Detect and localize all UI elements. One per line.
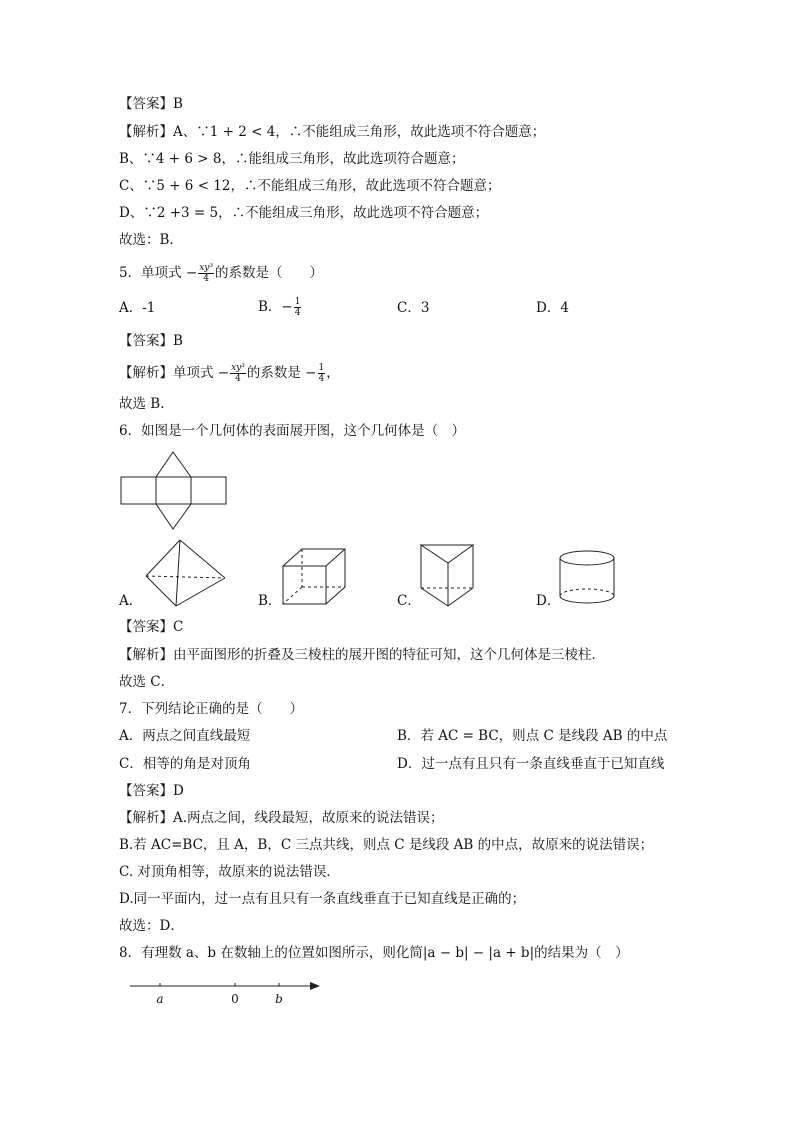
- q4-analysis-a: 【解析】A、∵1 + 2 < 4，∴不能组成三角形，故此选项不符合题意；: [119, 124, 546, 140]
- axis-label-b: b: [275, 992, 283, 1006]
- q5-option-b-num: 1: [294, 297, 301, 307]
- q5-analysis: [119, 363, 340, 384]
- q5-analysis-result-fraction: [318, 363, 326, 384]
- q7-option-d: D．过一点有且只有一条直线垂直于已知直线: [397, 756, 665, 772]
- q5-analysis-mid: 的系数是 −: [246, 365, 317, 381]
- number-line: [130, 982, 320, 1006]
- q5-frac-num: xy³: [199, 263, 213, 273]
- q5-answer: 【答案】B: [119, 333, 183, 349]
- q4-analysis-c: C、∵5 + 6 < 12，∴不能组成三角形，故此选项不符合题意；: [119, 178, 501, 194]
- q7-conclusion: 故选：D．: [119, 918, 184, 934]
- q7-stem: 7．下列结论正确的是（ ）: [119, 701, 304, 717]
- q5-analysis-end: ，: [326, 365, 340, 381]
- q6-analysis: 【解析】由平面图形的折叠及三棱柱的展开图的特征可知，这个几何体是三棱柱．: [119, 647, 605, 663]
- q5-option-b-label: B．−: [258, 299, 293, 315]
- net-rectangle-strip: [121, 477, 226, 504]
- q4-conclusion: 故选：B．: [119, 232, 183, 248]
- q6-conclusion: 故选 C．: [119, 674, 175, 690]
- q6-stem: 6．如图是一个几何体的表面展开图，这个几何体是（ ）: [119, 423, 466, 439]
- q5-analysis-frac-den: 4: [235, 374, 241, 384]
- option-c-triangular-prism: [421, 545, 473, 606]
- q7-option-c: C．相等的角是对顶角: [119, 756, 251, 772]
- q5-frac-den: 4: [203, 274, 209, 284]
- q7-analysis-a: 【解析】A.两点之间，线段最短，故原来的说法错误；: [119, 810, 444, 826]
- q6-option-c: C．: [397, 593, 421, 609]
- axis-label-a: a: [156, 992, 164, 1006]
- q7-answer: 【答案】D: [119, 783, 184, 799]
- q5-option-b-fraction: [294, 297, 302, 318]
- q5-option-a: A．-1: [119, 300, 156, 316]
- net-top-triangle: [156, 452, 191, 477]
- q6-option-d: D．: [536, 593, 561, 609]
- axis-label-zero: 0: [231, 992, 239, 1006]
- option-a-pyramid: [146, 540, 225, 606]
- q7-option-b: B．若 AC = BC，则点 C 是线段 AB 的中点: [397, 728, 668, 744]
- q7-option-a: A．两点之间直线最短: [119, 728, 251, 744]
- q4-analysis-b: B、∵4 + 6 > 8，∴能组成三角形，故此选项符合题意；: [119, 151, 465, 167]
- q5-option-b-den: 4: [294, 308, 301, 318]
- q5-option-d: D．4: [536, 300, 569, 316]
- q5-analysis-prefix: 【解析】单项式 −: [119, 365, 230, 381]
- q5-stem-prefix: 5．单项式 −: [119, 265, 198, 281]
- q4-answer: 【答案】B: [119, 96, 183, 112]
- q5-analysis-frac-num: xy³: [231, 363, 245, 373]
- q5-stem-fraction: [198, 263, 214, 284]
- q5-option-b: [258, 297, 302, 318]
- option-d-cylinder: [560, 551, 614, 603]
- q7-analysis-c: C. 对顶角相等，故原来的说法错误．: [119, 864, 340, 880]
- q6-option-b: B．: [258, 593, 282, 609]
- q5-stem-suffix: 的系数是（ ）: [214, 265, 323, 281]
- q5-analysis-result-num: 1: [318, 363, 325, 373]
- q6-option-a: A．: [119, 593, 143, 609]
- q6-answer: 【答案】C: [119, 619, 184, 635]
- q5-option-c: C．3: [397, 300, 430, 316]
- q5-analysis-result-den: 4: [318, 374, 325, 384]
- q7-analysis-d: D.同一平面内，过一点有且只有一条直线垂直于已知直线是正确的；: [119, 891, 526, 907]
- q7-analysis-b: B.若 AC=BC，且 A，B，C 三点共线，则点 C 是线段 AB 的中点，故原来的说法错误；: [119, 837, 654, 853]
- q8-stem: 8．有理数 a、b 在数轴上的位置如图所示，则化简|a − b| − |a + b|的结果为（ ）: [119, 945, 629, 961]
- q4-analysis-d: D、∵2 +3 = 5，∴不能组成三角形，故此选项不符合题意；: [119, 205, 489, 221]
- q5-analysis-fraction: [230, 363, 246, 384]
- q5-stem: [119, 263, 323, 284]
- option-b-cube: [283, 549, 345, 604]
- q5-conclusion: 故选 B.: [119, 396, 165, 412]
- net-bottom-triangle: [156, 504, 191, 529]
